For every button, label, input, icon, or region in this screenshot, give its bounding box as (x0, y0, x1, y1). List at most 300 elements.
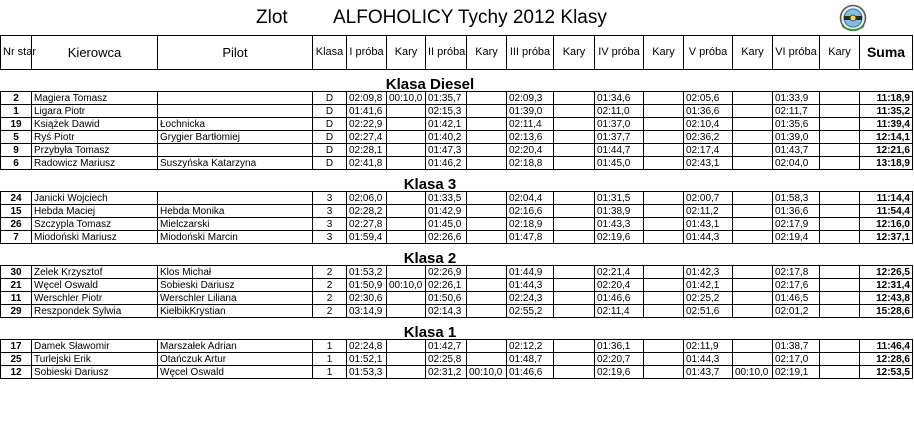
penalty-6-cell (820, 231, 860, 244)
penalty-3-cell (554, 353, 595, 366)
run-1-cell: 02:09,8 (347, 92, 387, 105)
penalty-6-cell (820, 353, 860, 366)
run-1-cell: 02:28,1 (347, 144, 387, 157)
run-6-cell: 01:58,3 (773, 192, 820, 205)
run-3-cell: 02:13,6 (507, 131, 554, 144)
driver-cell: Zelek Krzysztof (32, 266, 158, 279)
class-cell: 1 (313, 366, 347, 379)
run-2-cell: 02:14,3 (426, 305, 467, 318)
table-row (1, 205, 913, 218)
start-number-cell: 29 (1, 305, 32, 318)
penalty-3-cell (554, 131, 595, 144)
penalty-4-cell (644, 231, 684, 244)
penalty-4-cell (644, 340, 684, 353)
run-2-cell: 02:25,8 (426, 353, 467, 366)
table-row (1, 118, 913, 131)
penalty-5-cell (733, 292, 773, 305)
run-4-cell: 01:37,7 (595, 131, 644, 144)
run-6-cell: 02:17,9 (773, 218, 820, 231)
pilot-cell: Werschler Liliana (158, 292, 313, 305)
start-number-cell: 12 (1, 366, 32, 379)
class-cell: 3 (313, 192, 347, 205)
penalty-2-cell (467, 353, 507, 366)
penalty-3-cell (554, 144, 595, 157)
penalty-3-cell (554, 266, 595, 279)
penalty-1-cell (387, 231, 426, 244)
penalty-2-cell: 00:10,0 (467, 366, 507, 379)
start-number-cell: 21 (1, 279, 32, 292)
run-3-cell: 02:24,3 (507, 292, 554, 305)
start-number-cell: 11 (1, 292, 32, 305)
penalty-1-cell (387, 366, 426, 379)
start-number-cell: 9 (1, 144, 32, 157)
penalty-6-cell (820, 340, 860, 353)
total-time-cell: 11:46,4 (860, 340, 913, 353)
penalty-3-cell (554, 366, 595, 379)
penalty-6-cell (820, 157, 860, 170)
pilot-cell (158, 192, 313, 205)
table-row (1, 218, 913, 231)
penalty-5-cell (733, 231, 773, 244)
class-cell: 1 (313, 353, 347, 366)
pilot-cell: Łochnicka (158, 118, 313, 131)
driver-cell: Sobieski Dariusz (32, 366, 158, 379)
pilot-cell: Węcel Oswald (158, 366, 313, 379)
class-cell: 1 (313, 340, 347, 353)
class-cell: 2 (313, 292, 347, 305)
penalty-4-cell (644, 218, 684, 231)
run-6-cell: 01:33,9 (773, 92, 820, 105)
run-4-cell: 01:34,6 (595, 92, 644, 105)
run-6-cell: 01:35,6 (773, 118, 820, 131)
run-1-cell: 03:14,9 (347, 305, 387, 318)
run-4-cell: 02:11,0 (595, 105, 644, 118)
run-4-cell: 02:11,4 (595, 305, 644, 318)
run-5-cell: 01:42,3 (684, 266, 733, 279)
penalty-1-cell (387, 292, 426, 305)
class-section-header (1, 170, 913, 192)
pilot-cell: Grygier Bartłomiej (158, 131, 313, 144)
run-3-cell: 01:44,3 (507, 279, 554, 292)
driver-cell: Hebda Maciej (32, 205, 158, 218)
penalty-2-cell (467, 105, 507, 118)
table-row (1, 144, 913, 157)
penalty-5-cell (733, 144, 773, 157)
penalty-4-cell (644, 118, 684, 131)
driver-cell: Reszpondek Sylwia (32, 305, 158, 318)
penalty-1-cell (387, 144, 426, 157)
penalty-3-cell (554, 340, 595, 353)
run-3-cell: 02:09,3 (507, 92, 554, 105)
penalty-6-cell (820, 144, 860, 157)
run-4-cell: 01:38,9 (595, 205, 644, 218)
start-number-cell: 1 (1, 105, 32, 118)
run-4-cell: 01:45,0 (595, 157, 644, 170)
run-1-cell: 02:30,6 (347, 292, 387, 305)
total-time-cell: 12:16,0 (860, 218, 913, 231)
penalty-3-cell (554, 292, 595, 305)
penalty-4-cell (644, 131, 684, 144)
total-time-cell: 12:28,6 (860, 353, 913, 366)
run-3-cell: 01:39,0 (507, 105, 554, 118)
table-row (1, 192, 913, 205)
driver-cell: Turlejski Erik (32, 353, 158, 366)
penalty-2-cell (467, 131, 507, 144)
run-5-cell: 02:25,2 (684, 292, 733, 305)
col-kary-1: Kary (387, 36, 426, 70)
run-2-cell: 01:47,3 (426, 144, 467, 157)
penalty-1-cell (387, 192, 426, 205)
results-body (1, 70, 913, 379)
run-3-cell: 02:16,6 (507, 205, 554, 218)
run-4-cell: 01:36,1 (595, 340, 644, 353)
table-row (1, 131, 913, 144)
run-1-cell: 01:41,6 (347, 105, 387, 118)
penalty-2-cell (467, 292, 507, 305)
penalty-5-cell (733, 192, 773, 205)
run-6-cell: 02:17,6 (773, 279, 820, 292)
start-number-cell: 5 (1, 131, 32, 144)
pilot-cell: Suszyńska Katarzyna (158, 157, 313, 170)
run-1-cell: 01:52,1 (347, 353, 387, 366)
run-4-cell: 02:19,6 (595, 366, 644, 379)
penalty-1-cell: 00:10,0 (387, 279, 426, 292)
penalty-5-cell (733, 118, 773, 131)
driver-cell: Magiera Tomasz (32, 92, 158, 105)
class-cell: 2 (313, 266, 347, 279)
run-4-cell: 01:46,6 (595, 292, 644, 305)
total-time-cell: 12:14,1 (860, 131, 913, 144)
driver-cell: Werschler Piotr (32, 292, 158, 305)
penalty-5-cell (733, 92, 773, 105)
total-time-cell: 12:37,1 (860, 231, 913, 244)
run-1-cell: 01:53,2 (347, 266, 387, 279)
class-section-header (1, 318, 913, 340)
run-4-cell: 01:43,3 (595, 218, 644, 231)
run-5-cell: 02:10,4 (684, 118, 733, 131)
class-title-spacer (860, 170, 913, 192)
penalty-5-cell (733, 340, 773, 353)
table-row (1, 279, 913, 292)
run-4-cell: 02:20,4 (595, 279, 644, 292)
col-proba-1: I próba (347, 36, 387, 70)
penalty-1-cell (387, 340, 426, 353)
run-5-cell: 01:44,3 (684, 353, 733, 366)
penalty-2-cell (467, 340, 507, 353)
driver-cell: Radowicz Mariusz (32, 157, 158, 170)
run-6-cell: 01:36,6 (773, 205, 820, 218)
penalty-6-cell (820, 205, 860, 218)
run-2-cell: 02:31,2 (426, 366, 467, 379)
run-5-cell: 02:05,6 (684, 92, 733, 105)
penalty-6-cell (820, 131, 860, 144)
start-number-cell: 2 (1, 92, 32, 105)
penalty-3-cell (554, 231, 595, 244)
run-3-cell: 02:11,4 (507, 118, 554, 131)
run-4-cell: 02:21,4 (595, 266, 644, 279)
penalty-3-cell (554, 192, 595, 205)
run-6-cell: 01:46,5 (773, 292, 820, 305)
col-proba-6: VI próba (773, 36, 820, 70)
run-2-cell: 02:26,1 (426, 279, 467, 292)
col-kary-2: Kary (467, 36, 507, 70)
class-title: Klasa 1 (1, 318, 860, 340)
penalty-1-cell (387, 218, 426, 231)
penalty-4-cell (644, 305, 684, 318)
col-proba-2: II próba (426, 36, 467, 70)
driver-cell: Szczypla Tomasz (32, 218, 158, 231)
pilot-cell: Klos Michał (158, 266, 313, 279)
class-section-header (1, 244, 913, 266)
penalty-3-cell (554, 205, 595, 218)
col-proba-4: IV próba (595, 36, 644, 70)
total-time-cell: 12:26,5 (860, 266, 913, 279)
class-section-header (1, 70, 913, 92)
pilot-cell: Miodoński Marcin (158, 231, 313, 244)
penalty-2-cell (467, 205, 507, 218)
run-2-cell: 01:50,6 (426, 292, 467, 305)
start-number-cell: 7 (1, 231, 32, 244)
penalty-1-cell (387, 266, 426, 279)
penalty-2-cell (467, 279, 507, 292)
run-5-cell: 02:11,9 (684, 340, 733, 353)
run-1-cell: 02:24,8 (347, 340, 387, 353)
class-cell: 3 (313, 231, 347, 244)
penalty-1-cell (387, 305, 426, 318)
driver-cell: Damek Sławomir (32, 340, 158, 353)
driver-cell: Książek Dawid (32, 118, 158, 131)
run-3-cell: 01:47,8 (507, 231, 554, 244)
run-2-cell: 01:45,0 (426, 218, 467, 231)
table-row (1, 353, 913, 366)
class-title-spacer (860, 244, 913, 266)
total-time-cell: 12:43,8 (860, 292, 913, 305)
penalty-5-cell (733, 157, 773, 170)
col-kierowca: Kierowca (32, 36, 158, 70)
class-cell: 3 (313, 218, 347, 231)
class-title: Klasa 2 (1, 244, 860, 266)
penalty-6-cell (820, 266, 860, 279)
run-5-cell: 02:17,4 (684, 144, 733, 157)
penalty-5-cell (733, 205, 773, 218)
penalty-4-cell (644, 205, 684, 218)
run-1-cell: 02:41,8 (347, 157, 387, 170)
run-3-cell: 01:46,6 (507, 366, 554, 379)
table-row (1, 231, 913, 244)
total-time-cell: 11:18,9 (860, 92, 913, 105)
penalty-2-cell (467, 192, 507, 205)
run-1-cell: 01:59,4 (347, 231, 387, 244)
run-2-cell: 01:46,2 (426, 157, 467, 170)
penalty-5-cell (733, 105, 773, 118)
run-1-cell: 01:50,9 (347, 279, 387, 292)
table-row (1, 292, 913, 305)
start-number-cell: 15 (1, 205, 32, 218)
run-4-cell: 01:44,7 (595, 144, 644, 157)
class-cell: 3 (313, 205, 347, 218)
run-3-cell: 02:18,8 (507, 157, 554, 170)
run-3-cell: 02:12,2 (507, 340, 554, 353)
run-6-cell: 02:11,7 (773, 105, 820, 118)
run-5-cell: 01:42,1 (684, 279, 733, 292)
class-cell: D (313, 118, 347, 131)
penalty-3-cell (554, 118, 595, 131)
penalty-4-cell (644, 92, 684, 105)
col-proba-5: V próba (684, 36, 733, 70)
class-cell: D (313, 144, 347, 157)
class-cell: D (313, 157, 347, 170)
penalty-5-cell (733, 266, 773, 279)
penalty-6-cell (820, 118, 860, 131)
penalty-3-cell (554, 279, 595, 292)
penalty-5-cell: 00:10,0 (733, 366, 773, 379)
penalty-6-cell (820, 92, 860, 105)
run-1-cell: 02:28,2 (347, 205, 387, 218)
penalty-2-cell (467, 92, 507, 105)
total-time-cell: 11:54,4 (860, 205, 913, 218)
run-6-cell: 02:17,0 (773, 353, 820, 366)
penalty-5-cell (733, 279, 773, 292)
table-row (1, 105, 913, 118)
penalty-4-cell (644, 292, 684, 305)
run-2-cell: 01:33,5 (426, 192, 467, 205)
run-3-cell: 02:20,4 (507, 144, 554, 157)
run-2-cell: 01:35,7 (426, 92, 467, 105)
run-1-cell: 02:27,4 (347, 131, 387, 144)
total-time-cell: 15:28,6 (860, 305, 913, 318)
run-6-cell: 02:17,8 (773, 266, 820, 279)
penalty-4-cell (644, 105, 684, 118)
run-2-cell: 02:26,6 (426, 231, 467, 244)
class-cell: D (313, 105, 347, 118)
pilot-cell (158, 144, 313, 157)
col-kary-3: Kary (554, 36, 595, 70)
penalty-4-cell (644, 157, 684, 170)
col-kary-4: Kary (644, 36, 684, 70)
class-title: Klasa 3 (1, 170, 860, 192)
run-5-cell: 02:36,2 (684, 131, 733, 144)
col-suma: Suma (860, 36, 913, 70)
run-3-cell: 02:04,4 (507, 192, 554, 205)
pilot-cell (158, 92, 313, 105)
run-4-cell: 02:20,7 (595, 353, 644, 366)
penalty-1-cell (387, 353, 426, 366)
class-title-spacer (860, 70, 913, 92)
col-klasa: Klasa (313, 36, 347, 70)
penalty-3-cell (554, 305, 595, 318)
pilot-cell: Sobieski Dariusz (158, 279, 313, 292)
table-row (1, 266, 913, 279)
start-number-cell: 24 (1, 192, 32, 205)
run-5-cell: 02:00,7 (684, 192, 733, 205)
pilot-cell: Otańczuk Artur (158, 353, 313, 366)
run-5-cell: 02:51,6 (684, 305, 733, 318)
run-5-cell: 01:36,6 (684, 105, 733, 118)
penalty-3-cell (554, 157, 595, 170)
total-time-cell: 12:21,6 (860, 144, 913, 157)
penalty-4-cell (644, 266, 684, 279)
penalty-3-cell (554, 105, 595, 118)
run-3-cell: 02:18,9 (507, 218, 554, 231)
class-title: Klasa Diesel (1, 70, 860, 92)
run-6-cell: 02:19,1 (773, 366, 820, 379)
penalty-2-cell (467, 305, 507, 318)
penalty-4-cell (644, 144, 684, 157)
penalty-4-cell (644, 353, 684, 366)
table-row (1, 92, 913, 105)
table-row (1, 157, 913, 170)
class-cell: D (313, 131, 347, 144)
pilot-cell: Mielczarski (158, 218, 313, 231)
start-number-cell: 30 (1, 266, 32, 279)
run-1-cell: 02:27,8 (347, 218, 387, 231)
run-2-cell: 02:15,3 (426, 105, 467, 118)
penalty-2-cell (467, 218, 507, 231)
run-3-cell: 02:55,2 (507, 305, 554, 318)
run-1-cell: 01:53,3 (347, 366, 387, 379)
driver-cell: Przybyła Tomasz (32, 144, 158, 157)
penalty-3-cell (554, 218, 595, 231)
driver-cell: Węcel Oswald (32, 279, 158, 292)
run-1-cell: 02:06,0 (347, 192, 387, 205)
penalty-5-cell (733, 305, 773, 318)
penalty-1-cell (387, 105, 426, 118)
class-cell: 2 (313, 305, 347, 318)
total-time-cell: 11:39,4 (860, 118, 913, 131)
run-2-cell: 01:42,7 (426, 340, 467, 353)
run-4-cell: 02:19,6 (595, 231, 644, 244)
penalty-2-cell (467, 157, 507, 170)
run-2-cell: 02:26,9 (426, 266, 467, 279)
total-time-cell: 11:14,4 (860, 192, 913, 205)
run-6-cell: 01:43,7 (773, 144, 820, 157)
pilot-cell: Hebda Monika (158, 205, 313, 218)
penalty-6-cell (820, 366, 860, 379)
title-zlot: Zlot (256, 7, 288, 28)
penalty-1-cell (387, 118, 426, 131)
penalty-4-cell (644, 192, 684, 205)
penalty-2-cell (467, 144, 507, 157)
club-logo-icon (836, 4, 870, 32)
penalty-4-cell (644, 279, 684, 292)
run-4-cell: 01:31,5 (595, 192, 644, 205)
start-number-cell: 25 (1, 353, 32, 366)
penalty-2-cell (467, 231, 507, 244)
driver-cell: Ligara Piotr (32, 105, 158, 118)
driver-cell: Janicki Wojciech (32, 192, 158, 205)
run-4-cell: 01:37,0 (595, 118, 644, 131)
run-1-cell: 02:22,9 (347, 118, 387, 131)
run-6-cell: 02:19,4 (773, 231, 820, 244)
penalty-5-cell (733, 218, 773, 231)
col-proba-3: III próba (507, 36, 554, 70)
class-cell: D (313, 92, 347, 105)
page-title: ALFOHOLICY Tychy 2012 Klasy (333, 7, 607, 28)
col-pilot: Pilot (158, 36, 313, 70)
pilot-cell: KiełbikKrystian (158, 305, 313, 318)
start-number-cell: 17 (1, 340, 32, 353)
run-5-cell: 02:43,1 (684, 157, 733, 170)
pilot-cell: Marszałek Adrian (158, 340, 313, 353)
start-number-cell: 26 (1, 218, 32, 231)
penalty-6-cell (820, 105, 860, 118)
class-title-spacer (860, 318, 913, 340)
class-cell: 2 (313, 279, 347, 292)
penalty-5-cell (733, 131, 773, 144)
penalty-6-cell (820, 292, 860, 305)
run-2-cell: 01:40,2 (426, 131, 467, 144)
penalty-2-cell (467, 266, 507, 279)
